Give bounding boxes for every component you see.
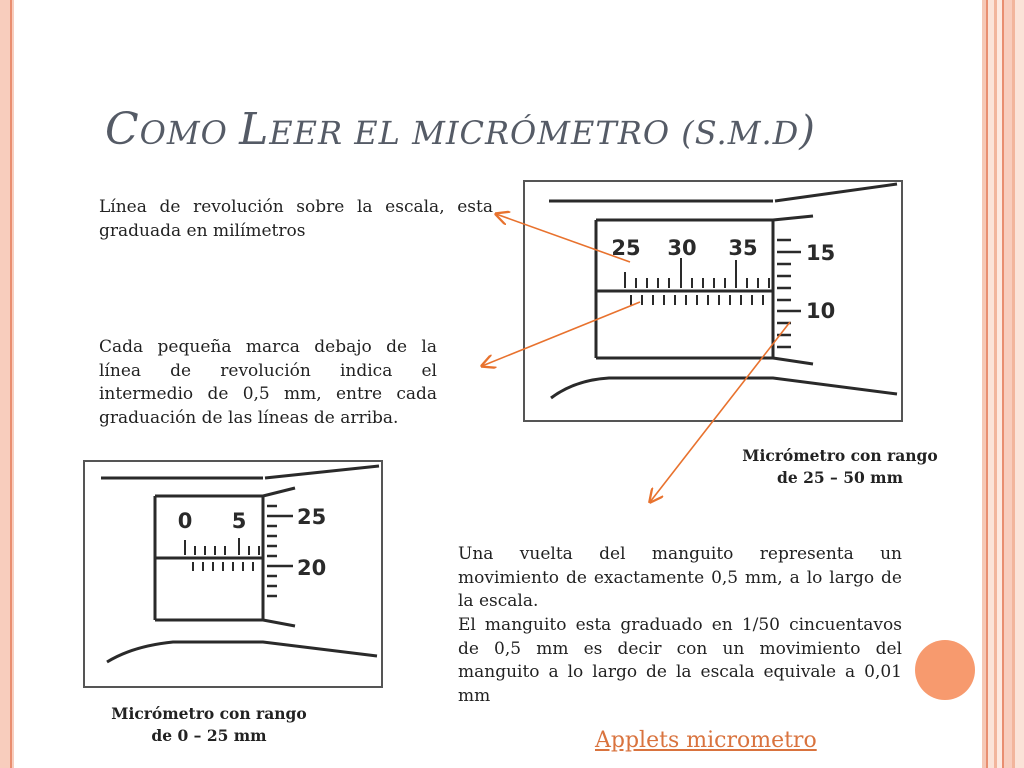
top-sleeve-label: 30 bbox=[667, 236, 697, 260]
revolution-line-description: Línea de revolución sobre la escala, esta graduada en milímetros bbox=[99, 197, 493, 241]
decorative-orange-circle bbox=[915, 640, 975, 700]
slide-title: COMO LEER EL MICRÓMETRO (S.M.D) bbox=[105, 104, 816, 155]
caption-micrometer-0-25: Micrómetro con rango de 0 – 25 mm bbox=[111, 704, 307, 745]
half-mm-mark-description: Cada pequeña marca debajo de la línea de revolución indica el intermedio de 0,5 mm, entre cada graduación de las líneas de arriba. bbox=[99, 337, 437, 428]
bottom-sleeve-label: 0 bbox=[177, 509, 193, 533]
thimble-turn-description: Una vuelta del manguito representa un movimiento de exactamente 0,5 mm, a lo largo de la escala. bbox=[458, 544, 902, 611]
top-sleeve-label: 25 bbox=[611, 236, 641, 260]
top-sleeve-label: 35 bbox=[728, 236, 758, 260]
thimble-graduation-description: El manguito esta graduado en 1/50 cincuentavos de 0,5 mm es decir con un movimiento del manguito a lo largo de la escala equivale a 0,01 mm bbox=[458, 615, 902, 706]
bottom-thimble-label: 25 bbox=[297, 505, 327, 529]
top-thimble-label: 15 bbox=[806, 241, 836, 265]
bottom-thimble-label: 20 bbox=[297, 556, 327, 580]
bottom-sleeve-label: 5 bbox=[231, 509, 247, 533]
top-thimble-label: 10 bbox=[806, 299, 836, 323]
applets-micrometro-link[interactable]: Applets micrometro bbox=[595, 728, 817, 753]
arrow-revolution-line bbox=[496, 214, 630, 262]
caption-micrometer-25-50: Micrómetro con rango de 25 – 50 mm bbox=[742, 446, 938, 487]
arrow-half-mm-marks bbox=[482, 302, 640, 366]
